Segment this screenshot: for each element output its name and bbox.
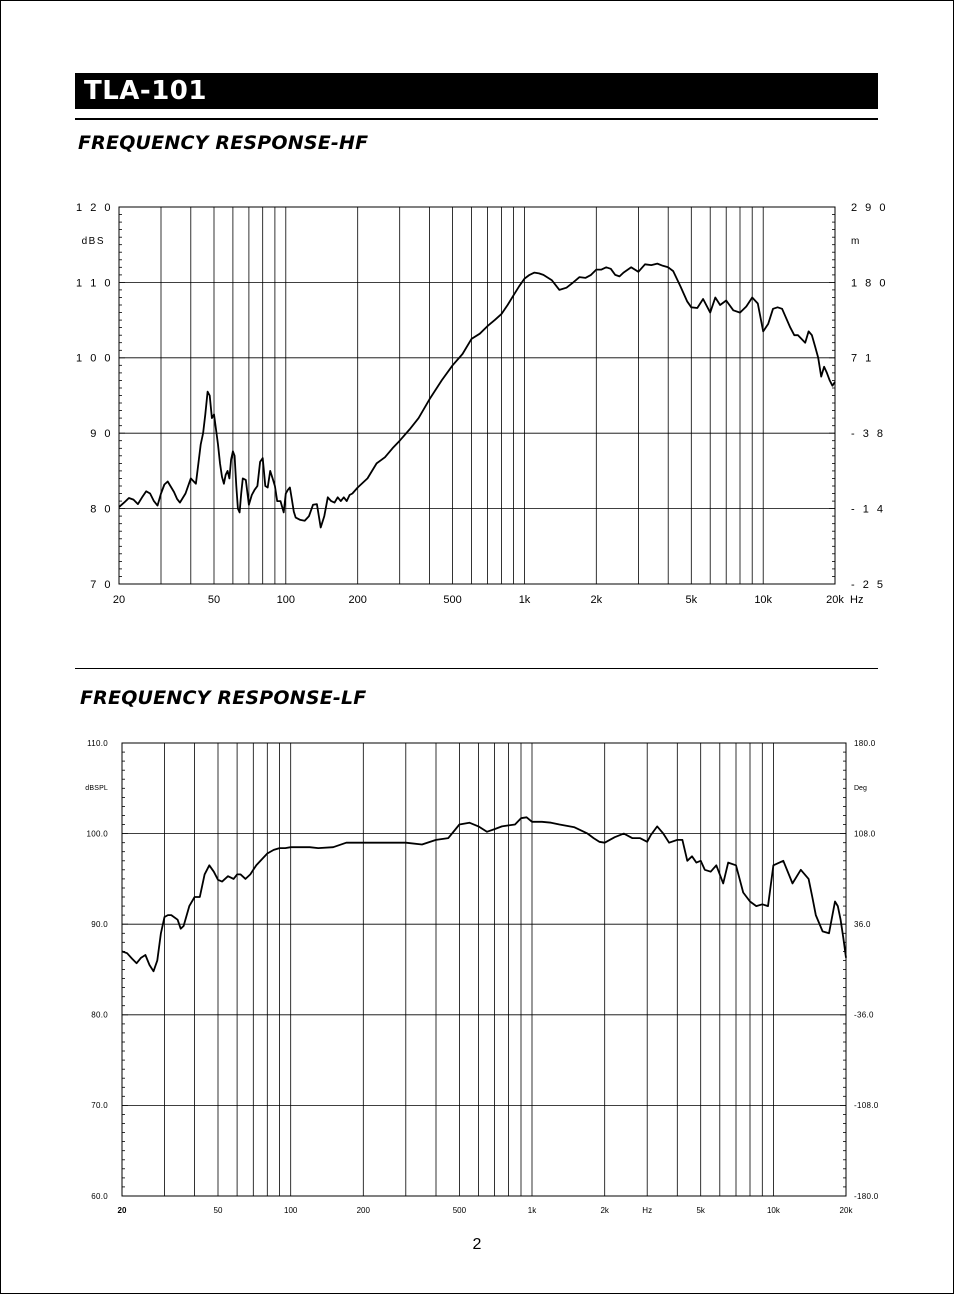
hf-chart-title: FREQUENCY RESPONSE-HF <box>78 132 369 154</box>
page-number: 2 <box>472 1236 482 1253</box>
hf-x-tick-label: 5k <box>685 594 698 606</box>
lf-x-tick-label: 50 <box>213 1206 223 1215</box>
hf-y2-axis-label: m <box>851 236 860 247</box>
hf-x-tick-label: 500 <box>443 594 462 606</box>
page-title: TLA-101 <box>84 76 207 106</box>
hf-x-tick-label: 200 <box>348 594 367 606</box>
lf-y-axis-label: dBSPL <box>85 785 108 792</box>
hf-y-tick-label: 1 0 0 <box>76 352 113 365</box>
hf-y2-tick-label: - 3 8 <box>851 428 886 441</box>
hf-y-tick-label: 9 0 <box>90 428 113 441</box>
lf-response-curve <box>122 817 846 971</box>
lf-y2-tick-label: -36.0 <box>854 1010 874 1020</box>
lf-y2-tick-label: 36.0 <box>854 920 871 929</box>
lf-x-tick-label: 1k <box>527 1206 537 1215</box>
lf-x-tick-label: 20k <box>839 1206 853 1215</box>
hf-y-tick-label: 7 0 <box>90 578 113 591</box>
hf-y2-tick-label: 1 8 0 <box>851 277 888 290</box>
lf-y-tick-label: 100.0 <box>86 829 108 839</box>
lf-y-tick-label: 60.0 <box>91 1191 108 1201</box>
lf-x-tick-label: Hz <box>642 1206 653 1215</box>
lf-x-tick-label: 100 <box>284 1206 298 1215</box>
hf-x-tick-label: 2k <box>590 594 603 606</box>
hf-x-tick-label: 50 <box>207 594 221 606</box>
lf-y-tick-label: 110.0 <box>87 738 108 748</box>
hf-y2-tick-label: 7 1 <box>851 352 874 365</box>
lf-x-tick-label: 5k <box>696 1206 705 1215</box>
lf-y-tick-label: 90.0 <box>91 920 108 929</box>
lf-y2-tick-label: -180.0 <box>854 1191 879 1201</box>
lf-chart-title: FREQUENCY RESPONSE-LF <box>80 687 367 709</box>
hf-x-tick-label: 100 <box>276 594 295 606</box>
lf-y2-axis-label: Deg <box>854 785 867 792</box>
hf-x-axis-label: Hz <box>850 594 864 606</box>
lf-y-tick-label: 70.0 <box>91 1101 108 1111</box>
lf-y2-tick-label: -108.0 <box>854 1101 879 1111</box>
lf-x-tick-label: 20 <box>117 1206 127 1215</box>
hf-y2-tick-label: - 1 4 <box>851 503 886 516</box>
hf-x-tick-label: 20k <box>826 594 844 606</box>
lf-x-tick-label: 2k <box>600 1206 609 1215</box>
hf-x-tick-label: 1k <box>518 594 531 606</box>
hf-x-tick-label: 20 <box>112 594 126 606</box>
hf-y-tick-label: 1 2 0 <box>76 201 113 214</box>
hf-y2-tick-label: 2 9 0 <box>851 201 888 214</box>
lf-plot-frame <box>122 743 846 1196</box>
hf-x-tick-label: 10k <box>754 594 773 606</box>
hf-y-tick-label: 1 1 0 <box>76 277 113 290</box>
hf-y-axis-label: dBS <box>81 236 105 247</box>
lf-x-tick-label: 10k <box>766 1206 780 1215</box>
lf-y2-tick-label: 180.0 <box>854 738 876 748</box>
hf-y-tick-label: 8 0 <box>90 503 113 516</box>
hf-y2-tick-label: - 2 5 <box>851 578 886 591</box>
lf-y-tick-label: 80.0 <box>91 1010 108 1020</box>
lf-x-tick-label: 200 <box>356 1206 370 1215</box>
lf-y2-tick-label: 108.0 <box>854 829 876 839</box>
lf-x-tick-label: 500 <box>452 1206 467 1215</box>
